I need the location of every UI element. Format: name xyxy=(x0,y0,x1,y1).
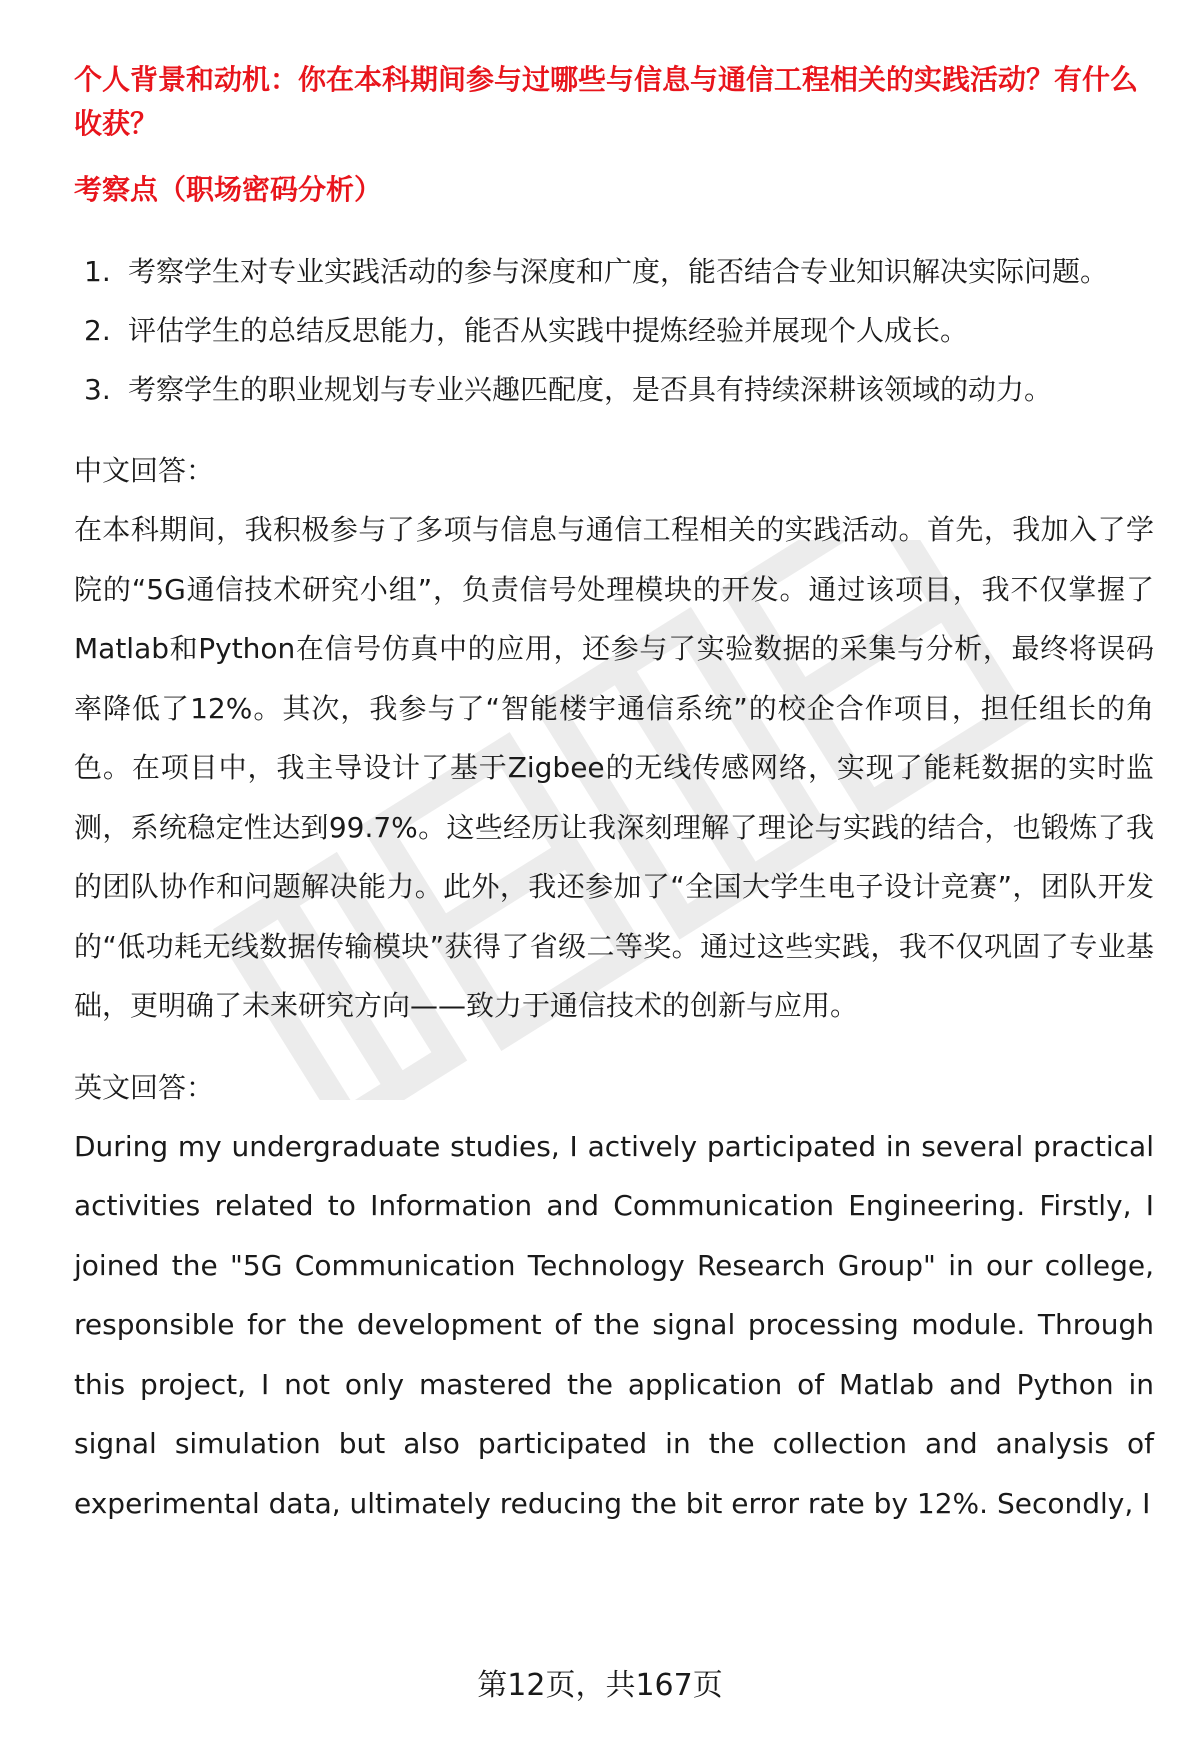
chinese-answer-text: 在本科期间，我积极参与了多项与信息与通信工程相关的实践活动。首先，我加入了学院的“5G通信技术研究小组”，负责信号处理模块的开发。通过该项目，我不仅掌握了Matlab和Python在信号仿真中的应用，还参与了实验数据的采集与分析，最终将误码率降低了12%。其次，我参与了“智能楼宇通信系统”的校企合作项目，担任组长的角色。在项目中，我主导设计了基于Zigbee的无线传感网络，实现了能耗数据的实时监测，系统稳定性达到99.7%。这些经历让我深刻理解了理论与实践的结合，也锻炼了我的团队协作和问题解决能力。此外，我还参加了“全国大学生电子设计竞赛”，团队开发的“低功耗无线数据传输模块”获得了省级二等奖。通过这些实践，我不仅巩固了专业基础，更明确了未来研究方向——致力于通信技术的创新与应用。 xyxy=(74,513,1154,1022)
list-item-text: 考察学生对专业实践活动的参与深度和广度，能否结合专业知识解决实际问题。 xyxy=(128,255,1109,288)
list-item-number: 2. xyxy=(84,314,111,347)
assessment-heading: 考察点（职场密码分析） xyxy=(74,173,383,206)
list-item xyxy=(74,301,1154,360)
list-item-number: 1. xyxy=(84,255,111,288)
english-answer-label: 英文回答： xyxy=(74,1070,215,1104)
question-title: 个人背景和动机：你在本科期间参与过哪些与信息与通信工程相关的实践活动？有什么收获？ xyxy=(74,63,1139,140)
page-number-footer: 第12页，共167页 xyxy=(477,1668,723,1703)
list-item-text: 评估学生的总结反思能力，能否从实践中提炼经验并展现个人成长。 xyxy=(128,314,969,347)
list-item-text: 考察学生的职业规划与专业兴趣匹配度，是否具有持续深耕该领域的动力。 xyxy=(128,373,1053,406)
chinese-answer-label: 中文回答： xyxy=(74,454,215,487)
assessment-points-list xyxy=(74,242,1154,419)
list-item-number: 3. xyxy=(84,373,111,406)
document-page xyxy=(74,58,1154,1533)
list-item xyxy=(74,242,1154,301)
list-item xyxy=(74,360,1154,419)
english-answer-text: During my undergraduate studies, I actively participated in several practical activities related to Information and Communication Engineering. Firstly, I joined the "5G Communication Technology Research Group" in our college, responsible for the development of the signal processing module. Through this project, I not only mastered the application of Matlab and Python in signal simulation but also participated in the collection and analysis of experimental data, ultimately reducing the bit error rate by 12%. Secondly, I xyxy=(74,1129,1154,1520)
